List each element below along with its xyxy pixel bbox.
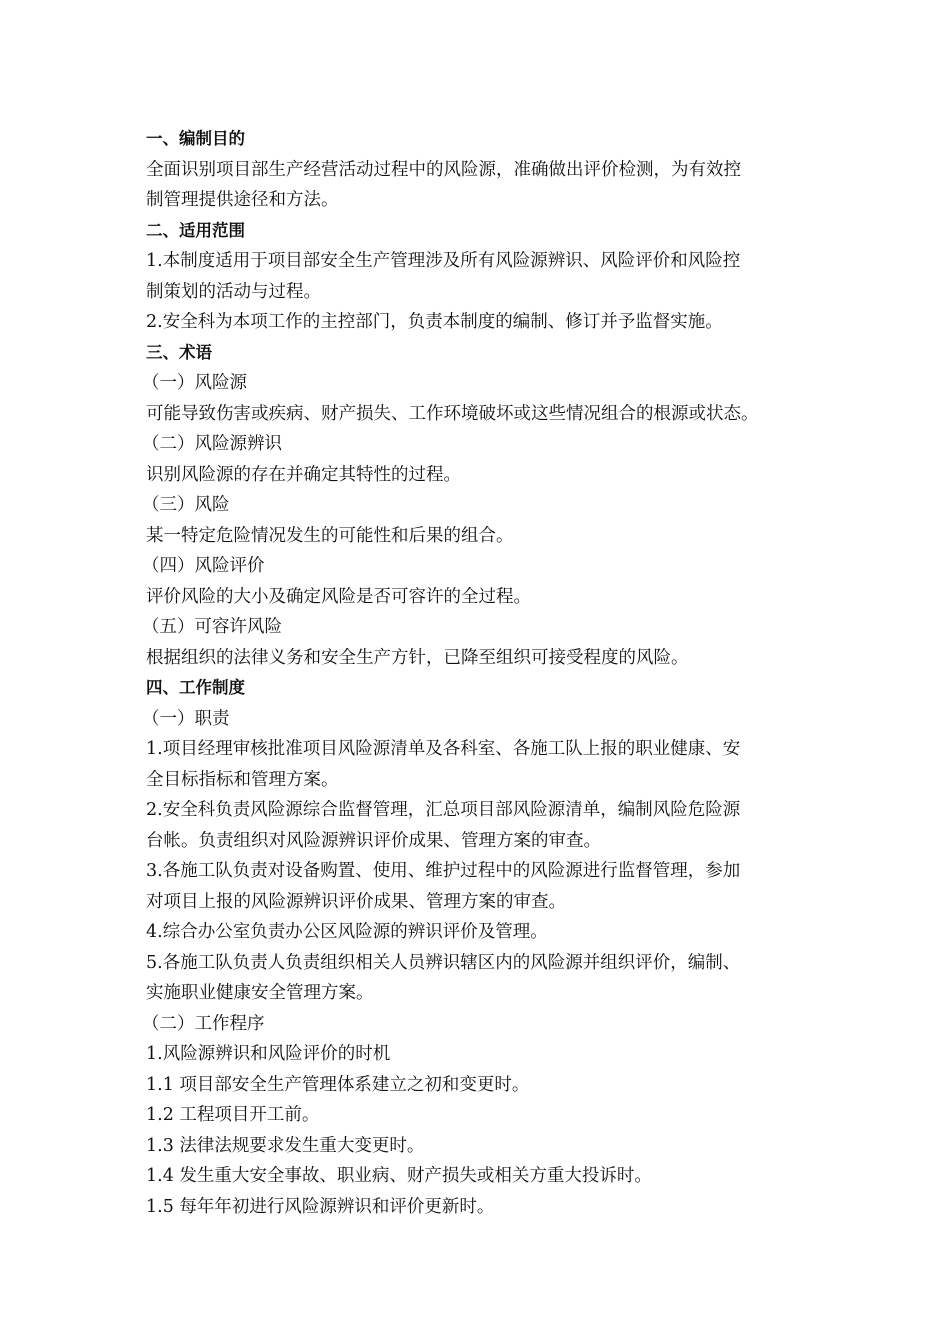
subheading-risk-source-identification: （二）风险源辨识 (142, 434, 282, 454)
document-body (142, 124, 836, 1222)
section-heading-scope: 二、适用范围 (146, 220, 245, 240)
paragraph-line: 1.风险源辨识和风险评价的时机 (146, 1044, 391, 1064)
paragraph-line: 2.安全科为本项工作的主控部门，负责本制度的编制、修订并予监督实施。 (146, 312, 723, 332)
paragraph-line: 5.各施工队负责人负责组织相关人员辨识辖区内的风险源并组织评价，编制、 (146, 952, 741, 973)
paragraph-line: 1.2 工程项目开工前。 (146, 1105, 320, 1125)
section-heading-work-system: 四、工作制度 (146, 678, 245, 697)
paragraph-line: 2.安全科负责风险源综合监督管理，汇总项目部风险源清单，编制风险危险源 (146, 800, 741, 820)
subheading-work-procedure: （二）工作程序 (142, 1013, 265, 1034)
paragraph-line: 3.各施工队负责对设备购置、使用、维护过程中的风险源进行监督管理，参加 (146, 861, 741, 881)
paragraph-line: 1.4 发生重大安全事故、职业病、财产损失或相关方重大投诉时。 (146, 1166, 652, 1186)
paragraph-line: 评价风险的大小及确定风险是否可容许的全过程。 (146, 586, 531, 607)
paragraph-line: 制管理提供途径和方法。 (146, 190, 339, 210)
paragraph-line: 4.综合办公室负责办公区风险源的辨识评价及管理。 (146, 922, 548, 942)
paragraph-line: 对项目上报的风险源辨识评价成果、管理方案的审查。 (146, 891, 566, 912)
paragraph-line: 可能导致伤害或疾病、财产损失、工作环境破坏或这些情况组合的根源或状态。 (146, 403, 759, 424)
paragraph-line: 某一特定危险情况发生的可能性和后果的组合。 (146, 525, 514, 546)
subheading-risk-source: （一）风险源 (142, 373, 247, 393)
paragraph-line: 1.5 每年年初进行风险源辨识和评价更新时。 (146, 1196, 495, 1217)
paragraph-line: 识别风险源的存在并确定其特性的过程。 (146, 464, 461, 485)
paragraph-line: 1.1 项目部安全生产管理体系建立之初和变更时。 (146, 1074, 530, 1095)
paragraph-line: 1.3 法律法规要求发生重大变更时。 (146, 1135, 425, 1156)
subheading-tolerable-risk: （五）可容许风险 (142, 617, 282, 637)
paragraph-line: 1.本制度适用于项目部安全生产管理涉及所有风险源辨识、风险评价和风险控 (146, 251, 741, 271)
paragraph-line: 实施职业健康安全管理方案。 (146, 983, 374, 1003)
paragraph-line: 全面识别项目部生产经营活动过程中的风险源，准确做出评价检测，为有效控 (146, 159, 741, 180)
subheading-risk-evaluation: （四）风险评价 (142, 556, 265, 576)
paragraph-line: 台帐。负责组织对风险源辨识评价成果、管理方案的审查。 (146, 830, 601, 851)
subheading-risk: （三）风险 (142, 495, 230, 515)
section-heading-terms: 三、术语 (146, 342, 212, 362)
subheading-responsibilities: （一）职责 (142, 708, 230, 729)
section-heading-purpose: 一、编制目的 (146, 129, 245, 148)
paragraph-line: 制策划的活动与过程。 (146, 281, 321, 302)
paragraph-line: 根据组织的法律义务和安全生产方针，已降至组织可接受程度的风险。 (146, 647, 689, 668)
paragraph-line: 1.项目经理审核批准项目风险源清单及各科室、各施工队上报的职业健康、安 (146, 739, 741, 759)
paragraph-line: 全目标指标和管理方案。 (146, 769, 339, 790)
